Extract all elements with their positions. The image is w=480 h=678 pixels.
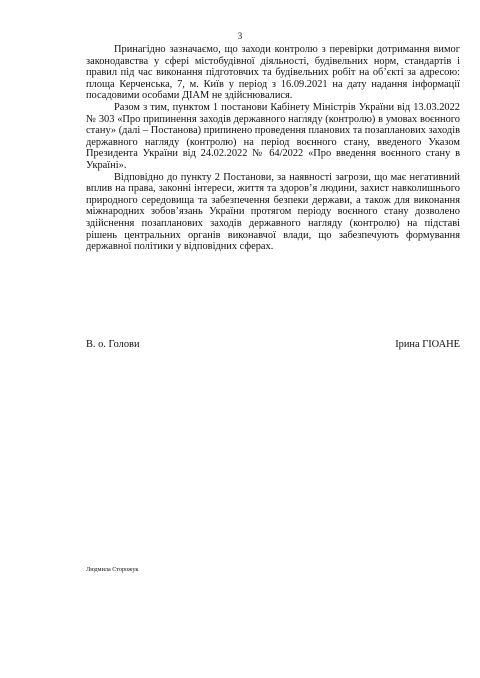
signatory-name: Ірина ГІОАНЕ	[395, 339, 460, 350]
signatory-position: В. о. Голови	[86, 339, 140, 350]
letter-body	[86, 44, 460, 253]
executor-name: Людмила Сторожук	[86, 566, 139, 573]
paragraph-unscheduled-inspections: Відповідно до пункту 2 Постанови, за наявності загрози, що має негативний вплив на права, законні інтереси, життя та здоров’я людини, захист навколишнього природного середовища та забезпечення безпеки держави, а також для виконання міжнародних зобов’язань України протягом періоду воєнного стану дозволено здійснення позапланових заходів державного нагляду (контролю) на підставі рішень центральних органів виконавчої влади, що забезпечують формування державної політики у відповідних сферах.	[86, 171, 460, 253]
paragraph-inspection-status: Принагідно зазначаємо, що заходи контролю з перевірки дотримання вимог законодавства у сфері містобудівної діяльності, будівельних норм, стандартів і правил під час виконання підготовчих та будівельних робіт на об’єкті за адресою: площа Керченська, 7, м. Київ у період з 16.09.2021 на дату надання інформації посадовими особами ДІАМ не здійснювалися.	[86, 44, 460, 102]
paragraph-martial-law-resolution: Разом з тим, пунктом 1 постанови Кабінету Міністрів України від 13.03.2022 № 303 «Про припинення заходів державного нагляду (контролю) в умовах воєнного стану» (далі – Постанова) припинено проведення планових та позапланових заходів державного нагляду (контролю) на період воєнного стану, введеного Указом Президента України від 24.02.2022 № 64/2022 «Про введення воєнного стану в Україні».	[86, 101, 460, 171]
page-number: 3	[237, 31, 243, 41]
